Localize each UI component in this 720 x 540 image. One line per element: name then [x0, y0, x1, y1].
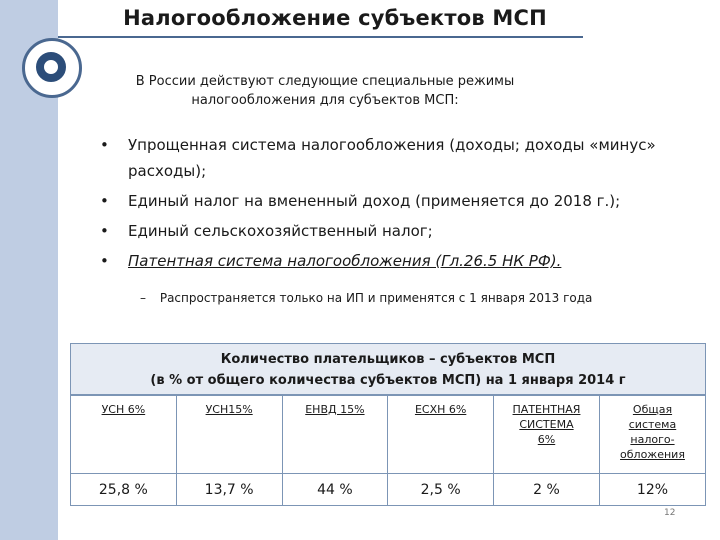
header-cell: Общая система налого-обложения — [599, 396, 705, 474]
header-cell: ПАТЕНТНАЯ СИСТЕМА 6% — [494, 396, 600, 474]
header-cell: ЕСХН 6% — [388, 396, 494, 474]
title-underline — [58, 36, 583, 38]
value-cell: 44 % — [282, 474, 388, 506]
slide-title: Налогообложение субъектов МСП — [123, 6, 547, 30]
value-cell: 12% — [599, 474, 705, 506]
bullet-text-link[interactable]: Патентная система налогообложения (Гл.26.5 НК РФ). — [128, 252, 562, 270]
bullet-icon: • — [100, 136, 109, 154]
sub-item-text: Распространяется только на ИП и применятся с 1 января 2013 года — [159, 291, 593, 305]
intro-text: В России действуют следующие специальные режимы налогообложения для субъектов МСП: — [135, 74, 515, 108]
value-cell: 13,7 % — [176, 474, 282, 506]
value-cell: 2 % — [494, 474, 600, 506]
table-header-row — [71, 396, 706, 474]
bullet-item — [92, 132, 692, 184]
header-cell: УСН 6% — [71, 396, 177, 474]
value-cell: 2,5 % — [388, 474, 494, 506]
table-row — [71, 474, 706, 506]
bullet-icon: • — [100, 252, 109, 270]
header-cell: ЕНВД 15% — [282, 396, 388, 474]
sub-item — [140, 291, 592, 305]
bullet-icon: • — [100, 222, 109, 240]
bullet-icon: • — [100, 192, 109, 210]
bullet-text: Единый сельскохозяйственный налог; — [128, 222, 433, 240]
bullet-text: Упрощенная система налогообложения (доходы; доходы «минус» расходы); — [128, 136, 656, 180]
table-title — [70, 343, 706, 395]
bullet-item — [92, 218, 692, 244]
header-cell: УСН15% — [176, 396, 282, 474]
page-number: 12 — [664, 508, 676, 518]
bullet-item — [92, 188, 692, 214]
logo-dot — [36, 52, 66, 82]
value-cell: 25,8 % — [71, 474, 177, 506]
dash-icon: – — [140, 291, 146, 305]
table-title-line2: (в % от общего количества субъектов МСП) на 1 января 2014 г — [150, 373, 626, 388]
bullet-text: Единый налог на вмененный доход (применяется до 2018 г.); — [128, 192, 621, 210]
bullet-item — [92, 248, 692, 274]
bullet-list — [92, 132, 692, 278]
table-title-line1: Количество плательщиков – субъектов МСП — [220, 352, 556, 367]
stats-table — [70, 343, 706, 506]
